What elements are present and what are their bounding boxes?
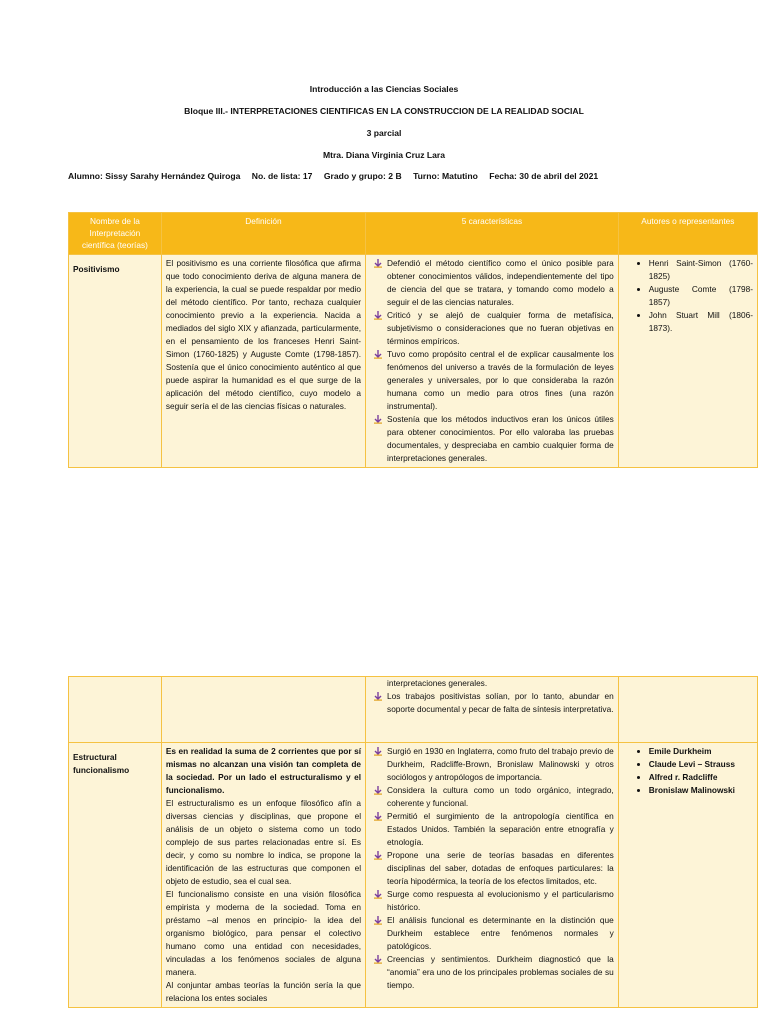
feature-item: Tuvo como propósito central el de explicar causalmente los fenómenos del universo a través de la formulación de leyes generales y universales, por lo que consideraba la razón humana como un medio para otros fines (una razón instrumental).	[373, 348, 614, 413]
list-number: No. de lista: 17	[251, 171, 313, 181]
arrow-bullet-icon	[373, 915, 383, 925]
arrow-bullet-icon	[373, 310, 383, 320]
feature-item: Permitió el surgimiento de la antropología científica en Estados Unidos. También la separación entre etnografía y etnología.	[373, 810, 614, 849]
arrow-bullet-icon	[373, 691, 383, 701]
feature-item: Criticó y se alejó de cualquier forma de metafísica, subjetivismo o consideraciones que no fueran objetivas en términos empíricos.	[373, 309, 614, 348]
theory-features-continued	[366, 677, 619, 743]
author-item: • John Stuart Mill (1806-1873).	[649, 309, 753, 335]
arrow-bullet-icon	[373, 414, 383, 424]
theory-authors	[618, 255, 757, 468]
header-definition: Definición	[161, 213, 365, 255]
feature-item: Defendió el método científico como el único posible para obtener conocimientos válidos, independientemente del tipo de ciencia del que se tratara, y tomando como modelo a seguir el de las ciencias naturales.	[373, 257, 614, 309]
header-features: 5 características	[366, 213, 619, 255]
theory-features	[366, 743, 619, 1008]
teacher-name: Mtra. Diana Virginia Cruz Lara	[322, 150, 446, 160]
feature-item: El análisis funcional es determinante en la distinción que Durkheim establece entre fenómenos normales y patológicos.	[373, 914, 614, 953]
arrow-bullet-icon	[373, 785, 383, 795]
theory-definition: El positivismo es una corriente filosófica que afirma que todo conocimiento deriva de alguna manera de la experiencia, la cual se puede respaldar por medio del método científico. Por tanto, rechaza cualquier conocimiento previo a la experiencia. Nacida a mediados del siglo XIX y afianzada, particularmente, en el pensamiento de los franceses Henri Saint-Simon (1760-1825) y Auguste Comte (1798-1857). Sostenía que el único conocimiento auténtico al que puede aspirar la humanidad es el que surge de la aplicación del método científico, cuyo modelo a seguir sería el de las ciencias físicas o naturales.	[161, 255, 365, 468]
theory-name: Positivismo	[69, 255, 162, 468]
feature-item: Surgió en 1930 en Inglaterra, como fruto del trabajo previo de Durkheim, Radcliffe-Brown, Bronislaw Malinowski y otros sociólogos y antropólogos de importancia.	[373, 745, 614, 784]
definition-paragraph: Al conjuntar ambas teorías la función sería la que relaciona los entes sociales	[165, 980, 362, 1003]
feature-continuation: interpretaciones generales.	[387, 678, 488, 688]
arrow-bullet-icon	[373, 811, 383, 821]
empty-cell	[618, 677, 757, 743]
author-item: • Emile Durkheim	[649, 745, 753, 758]
author-item: • Claude Levi – Strauss	[649, 758, 753, 771]
theory-definition	[161, 743, 365, 1008]
empty-cell	[69, 677, 162, 743]
feature-item: Considera la cultura como un todo orgánico, integrado, coherente y funcional.	[373, 784, 614, 810]
definition-paragraph: El funcionalismo consiste en una visión filosófica empirista y moderna de la sociedad. Toma en préstamo –al menos en principio- la idea del organismo biológico, para pensar el colectivo humano como una entidad con necesidades, vinculadas a los fenómenos sociales de alguna manera.	[165, 889, 362, 977]
arrow-bullet-icon	[373, 258, 383, 268]
feature-item: Creencias y sentimientos. Durkheim diagnosticó que la “anomia” era uno de los principales problemas sociales de su tiempo.	[373, 953, 614, 992]
course-title: Introducción a las Ciencias Sociales	[309, 84, 459, 94]
table-row	[69, 743, 758, 1008]
student-info	[68, 171, 607, 181]
arrow-bullet-icon	[373, 954, 383, 964]
feature-item: Los trabajos positivistas solían, por lo tanto, abundar en soporte documental y pecar de falta de síntesis interpretativa.	[373, 690, 614, 716]
author-item: • Alfred r. Radcliffe	[649, 771, 753, 784]
table-page-2	[68, 676, 760, 1024]
header-authors: Autores o representantes	[618, 213, 757, 255]
table-row	[69, 255, 758, 468]
shift: Turno: Matutino	[413, 171, 478, 181]
arrow-bullet-icon	[373, 349, 383, 359]
theories-table	[68, 212, 758, 468]
table-page-1	[68, 212, 760, 502]
feature-item: Propone una serie de teorías basadas en diferentes disciplinas del saber, dotadas de enfoques particulares: la teoría hipodérmica, la teoría de los efectos limitados, etc.	[373, 849, 614, 888]
definition-paragraph: El estructuralismo es un enfoque filosófico afín a diversas ciencias y disciplinas, que propone el análisis de un objeto o sistema como un todo complejo de sus partes relacionadas entre sí. Es decir, y como su nombre lo indica, se propone la identificación de las estructuras que componen el objeto de estudio, sea el cual sea.	[165, 798, 362, 886]
theory-authors	[618, 743, 757, 1008]
feature-item: Surge como respuesta al evolucionismo y el particularismo histórico.	[373, 888, 614, 914]
author-item: • Auguste Comte (1798-1857)	[649, 283, 753, 309]
student-name: Alumno: Sissy Sarahy Hernández Quiroga	[68, 171, 241, 181]
arrow-bullet-icon	[373, 889, 383, 899]
theory-features	[366, 255, 619, 468]
header-name: Nombre de la Interpretación científica (teorías)	[69, 213, 162, 255]
theory-name: Estructural funcionalismo	[69, 743, 162, 1008]
feature-item: Sostenía que los métodos inductivos eran los únicos útiles para obtener conocimientos. Por ello valoraba las pruebas documentales, y despreciaba en cambio cualquier forma de interpretaciones generales.	[373, 413, 614, 465]
arrow-bullet-icon	[373, 850, 383, 860]
arrow-bullet-icon	[373, 746, 383, 756]
block-title: Bloque III.- INTERPRETACIONES CIENTIFICAS EN LA CONSTRUCCION DE LA REALIDAD SOCIAL	[184, 106, 584, 116]
grade-group: Grado y grupo: 2 B	[323, 171, 402, 181]
partial-label: 3 parcial	[366, 128, 402, 138]
empty-cell	[161, 677, 365, 743]
author-item: • Bronislaw Malinowski	[649, 784, 753, 797]
definition-intro: Es en realidad la suma de 2 corrientes que por sí mismas no alcanzan una visión tan completa de la sociedad. Por un lado el estructuralismo y el funcionalismo.	[165, 746, 362, 795]
author-item: • Henri Saint-Simon (1760-1825)	[649, 257, 753, 283]
date: Fecha: 30 de abril del 2021	[489, 171, 599, 181]
table-header-row	[69, 213, 758, 255]
theories-table-continued	[68, 676, 758, 1008]
table-row-continuation	[69, 677, 758, 743]
